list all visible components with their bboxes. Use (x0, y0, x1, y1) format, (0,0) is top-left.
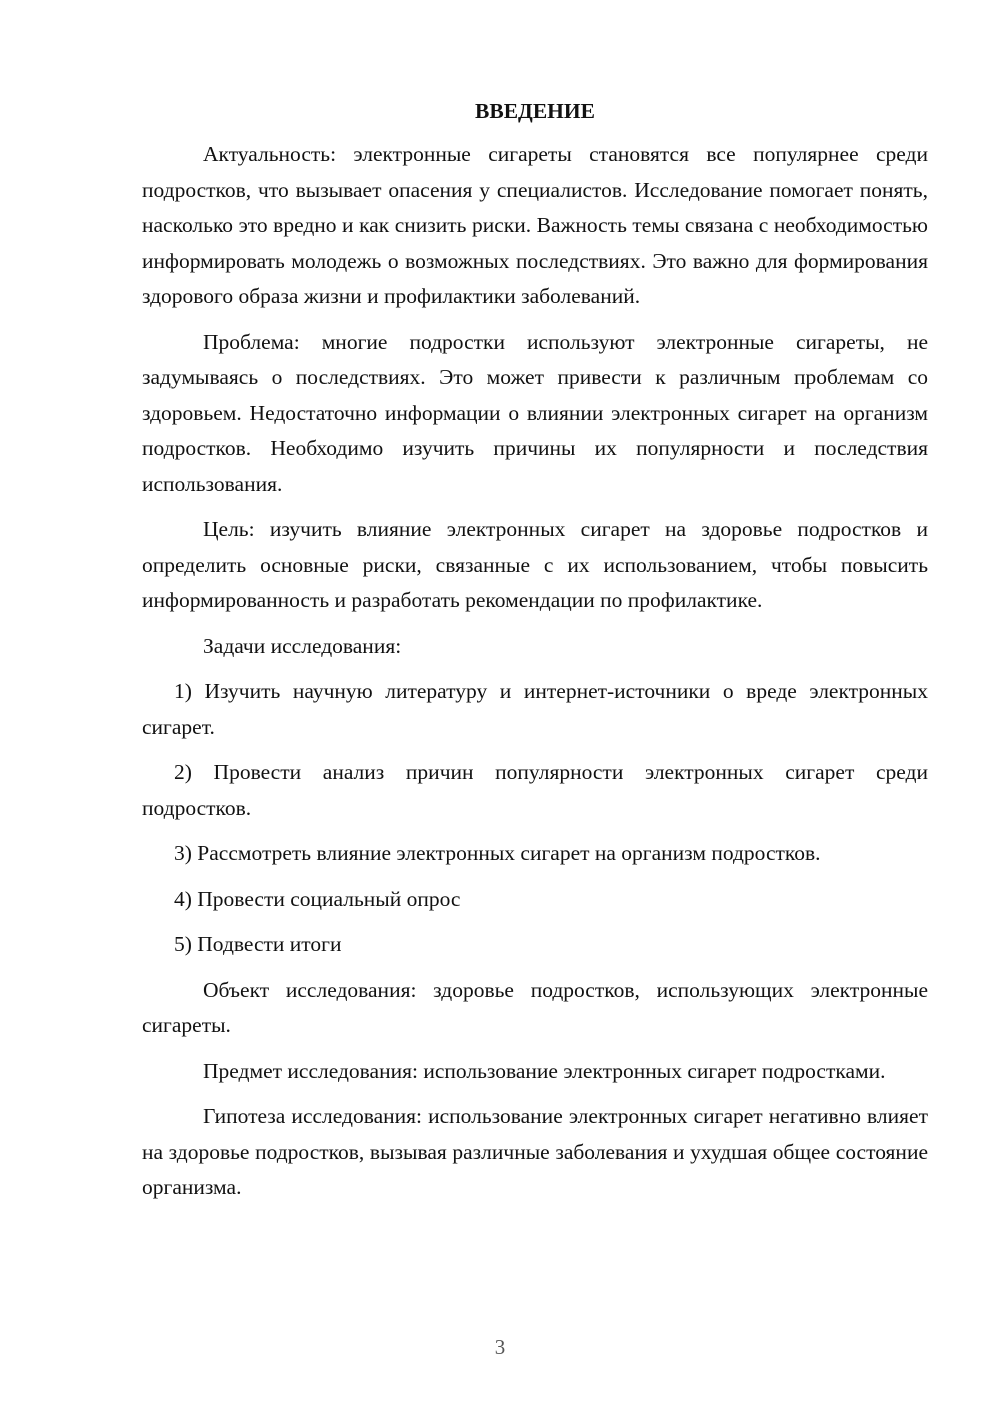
list-item: 1) Изучить научную литературу и интернет-источники о вреде электронных сигарет. (142, 679, 928, 739)
tasks-list (142, 674, 928, 963)
list-item: 3) Рассмотреть влияние электронных сигарет на организм подростков. (174, 841, 821, 865)
tasks-heading: Задачи исследования: (203, 633, 402, 658)
problem-paragraph: Проблема: многие подростки используют электронные сигареты, не задумываясь о последствиях. Это может привести к различным проблемам со здоровьем. Недостаточно информации о влиянии электронных сигарет на организм подростков. Необходимо изучить причины их популярности и последствия использования. (142, 329, 928, 496)
hypothesis-paragraph: Гипотеза исследования: использование электронных сигарет негативно влияет на здоровье подростков, вызывая различные заболевания и ухудшая общее состояние организма. (142, 1104, 928, 1199)
list-item: 2) Провести анализ причин популярности электронных сигарет среди подростков. (142, 760, 928, 820)
goal-paragraph: Цель: изучить влияние электронных сигарет на здоровье подростков и определить основные риски, связанные с их использованием, чтобы повысить информированность и разработать рекомендации по профилактике. (142, 517, 928, 612)
object-paragraph: Объект исследования: здоровье подростков, использующих электронные сигареты. (142, 977, 928, 1037)
relevance-paragraph: Актуальность: электронные сигареты становятся все популярнее среди подростков, что вызывает опасения у специалистов. Исследование помогает понять, насколько это вредно и как снизить риски. Важность темы связана с необходимостью информировать молодежь о возможных последствиях. Это важно для формирования здорового образа жизни и профилактики заболеваний. (142, 142, 928, 308)
page-number: 3 (494, 1335, 506, 1359)
document-page (142, 94, 928, 1216)
list-item: 4) Провести социальный опрос (174, 886, 461, 911)
subject-paragraph: Предмет исследования: использование электронных сигарет подростками. (203, 1058, 886, 1083)
list-item: 5) Подвести итоги (174, 932, 342, 956)
section-title: ВВЕДЕНИЕ (475, 99, 595, 123)
